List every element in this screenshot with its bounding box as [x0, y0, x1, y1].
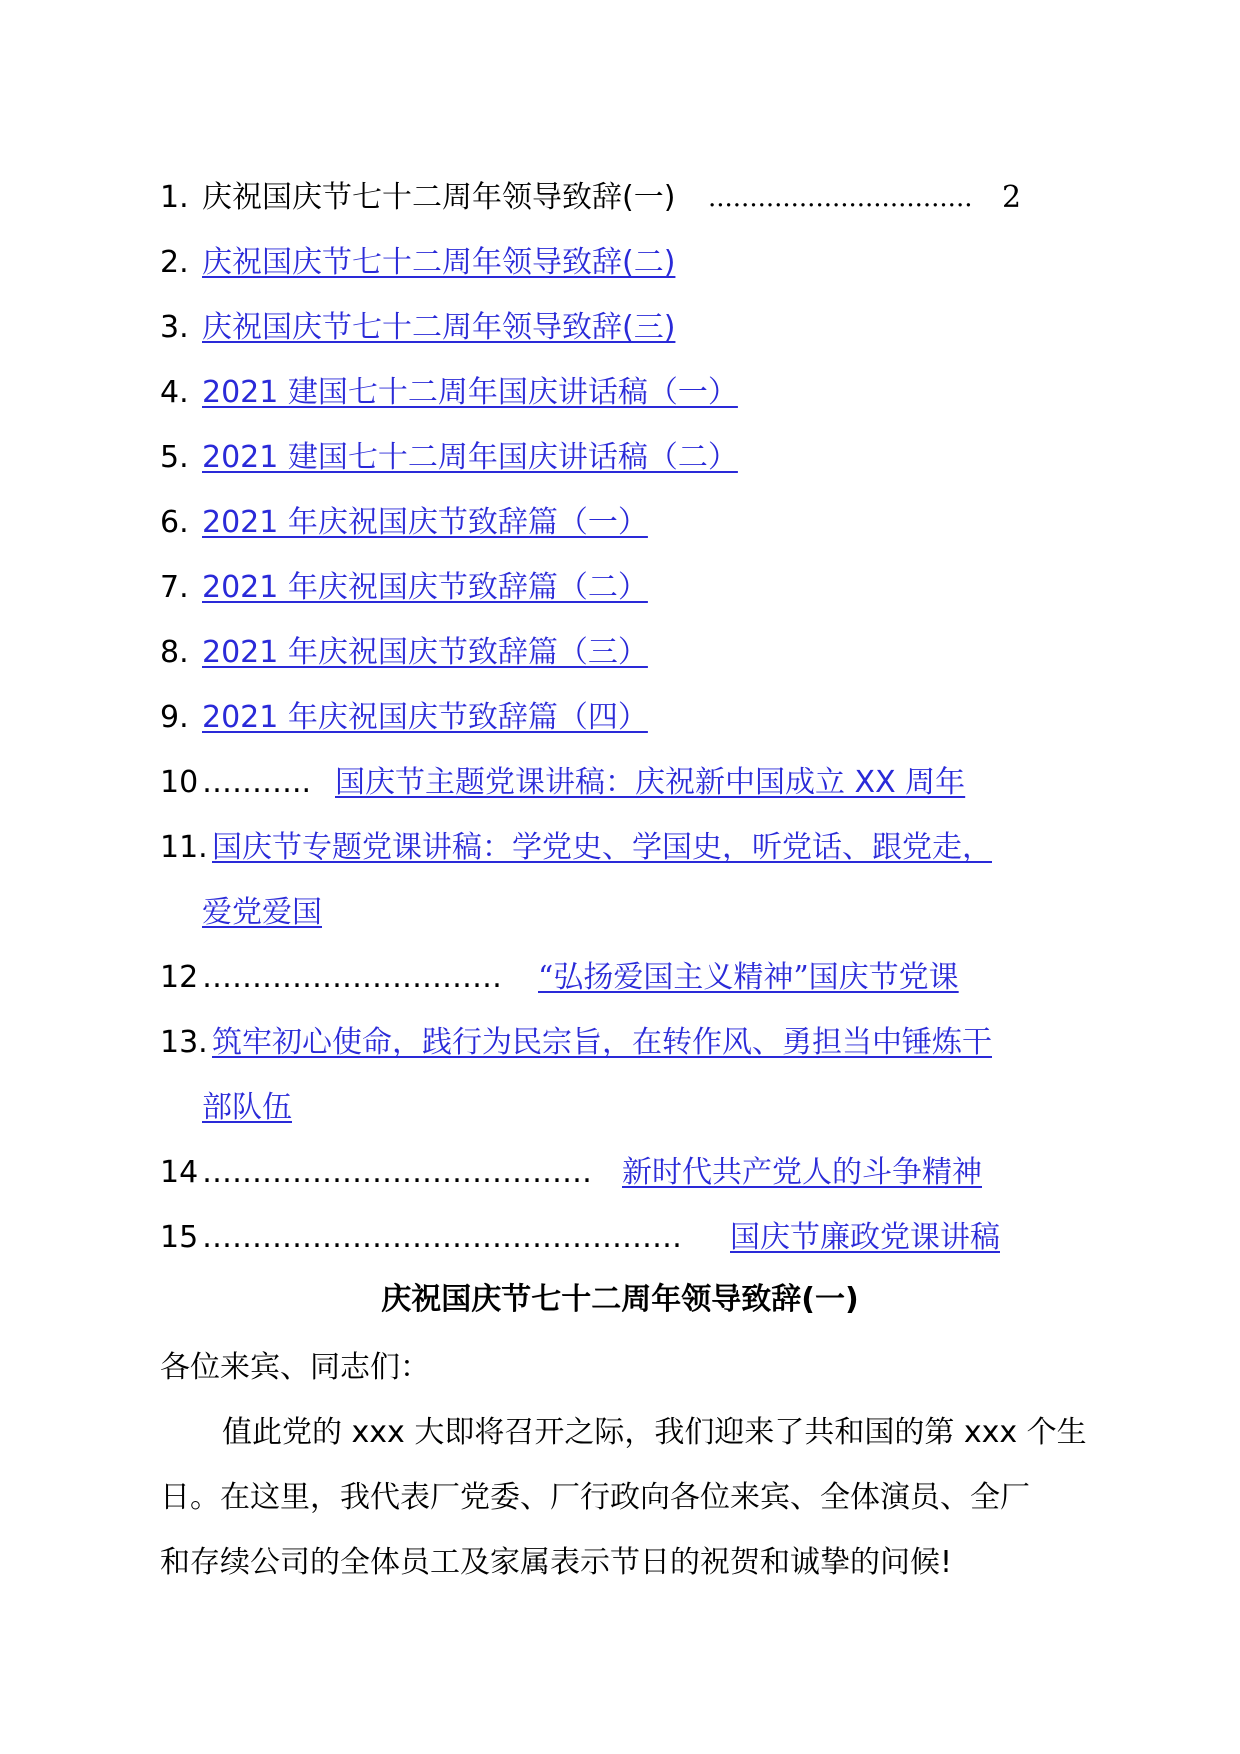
toc-entry-link[interactable]: “弘扬爱国主义精神”国庆节党课 [538, 960, 959, 995]
toc-entry-link[interactable]: 国庆节专题党课讲稿：学党史、学国史，听党话、跟党走， [212, 830, 992, 865]
toc-entry-number: 9. [160, 700, 189, 735]
toc-entry-number: 14 [160, 1155, 199, 1190]
toc-entry-link[interactable]: 国庆节廉政党课讲稿 [730, 1220, 1000, 1255]
toc-entry-number: 6. [160, 505, 189, 540]
toc-leader: ……….. [202, 765, 312, 800]
toc-entry-link[interactable]: 2021 年庆祝国庆节致辞篇（四） [202, 700, 648, 735]
toc-entry[interactable] [160, 565, 1096, 611]
toc-entry[interactable] [160, 630, 1096, 676]
toc-entry-link[interactable]: 筑牢初心使命，践行为民宗旨，在转作风、勇担当中锤炼干 [212, 1025, 992, 1060]
toc-entry[interactable] [160, 760, 1096, 806]
toc-entry[interactable] [160, 1150, 1096, 1196]
toc-entry-continuation[interactable] [160, 890, 1096, 936]
toc-entry[interactable] [160, 695, 1096, 741]
toc-entry-link[interactable]: 国庆节主题党课讲稿：庆祝新中国成立 XX 周年 [335, 765, 966, 800]
toc-entry[interactable] [160, 240, 1096, 286]
toc-entry-number: 15 [160, 1220, 199, 1255]
toc-entry[interactable] [160, 435, 1096, 481]
toc-entry[interactable] [160, 825, 1096, 871]
toc-entry-number: 13. [160, 1025, 208, 1060]
toc-entry-title[interactable]: 庆祝国庆节七十二周年领导致辞(一) [202, 180, 676, 215]
paragraph-line: 和存续公司的全体员工及家属表示节日的祝贺和诚挚的问候! [160, 1545, 953, 1580]
toc-entry-link[interactable]: 爱党爱国 [202, 895, 322, 930]
paragraph-line: 日。在这里，我代表厂党委、厂行政向各位来宾、全体演员、全厂 [160, 1480, 1030, 1515]
toc-entry-continuation[interactable] [160, 1085, 1096, 1131]
toc-entry-number: 8. [160, 635, 189, 670]
toc-entry[interactable] [160, 1215, 1096, 1261]
toc-entry-number: 10 [160, 765, 199, 800]
section-heading: 庆祝国庆节七十二周年领导致辞(一) [381, 1282, 859, 1317]
toc-leader: ………………………… [202, 960, 502, 995]
toc-entry[interactable] [160, 175, 1096, 221]
toc-leader: ………………………………………… [202, 1220, 682, 1255]
toc-entry-link[interactable]: 庆祝国庆节七十二周年领导致辞(三) [202, 310, 676, 345]
paragraph-line: 值此党的 xxx 大即将召开之际，我们迎来了共和国的第 xxx 个生 [222, 1415, 1087, 1450]
toc-entry-link[interactable]: 新时代共产党人的斗争精神 [622, 1155, 982, 1190]
toc-entry-link[interactable]: 2021 年庆祝国庆节致辞篇（三） [202, 635, 648, 670]
toc-entry-number: 4. [160, 375, 189, 410]
toc-entry-link[interactable]: 部队伍 [202, 1090, 292, 1125]
toc-entry-number: 12 [160, 960, 199, 995]
toc-entry[interactable] [160, 305, 1096, 351]
salutation: 各位来宾、同志们： [160, 1350, 430, 1385]
toc-entry[interactable] [160, 1020, 1096, 1066]
toc-leader: ................................ [708, 183, 973, 213]
toc-entry-link[interactable]: 2021 建国七十二周年国庆讲话稿（一） [202, 375, 738, 410]
toc-entry-number: 5. [160, 440, 189, 475]
toc-entry-link[interactable]: 2021 建国七十二周年国庆讲话稿（二） [202, 440, 738, 475]
toc-entry[interactable] [160, 370, 1096, 416]
toc-entry-number: 3. [160, 310, 189, 345]
toc-entry[interactable] [160, 955, 1096, 1001]
toc-entry-number: 7. [160, 570, 189, 605]
toc-page-number: 2 [1002, 180, 1022, 215]
toc-entry-number: 2. [160, 245, 189, 280]
toc-entry-number: 11. [160, 830, 208, 865]
toc-leader: ………………………………… [202, 1155, 592, 1190]
toc-entry[interactable] [160, 500, 1096, 546]
toc-entry-number: 1. [160, 180, 189, 215]
toc-entry-link[interactable]: 2021 年庆祝国庆节致辞篇（一） [202, 505, 648, 540]
toc-entry-link[interactable]: 2021 年庆祝国庆节致辞篇（二） [202, 570, 648, 605]
toc-entry-link[interactable]: 庆祝国庆节七十二周年领导致辞(二) [202, 245, 676, 280]
